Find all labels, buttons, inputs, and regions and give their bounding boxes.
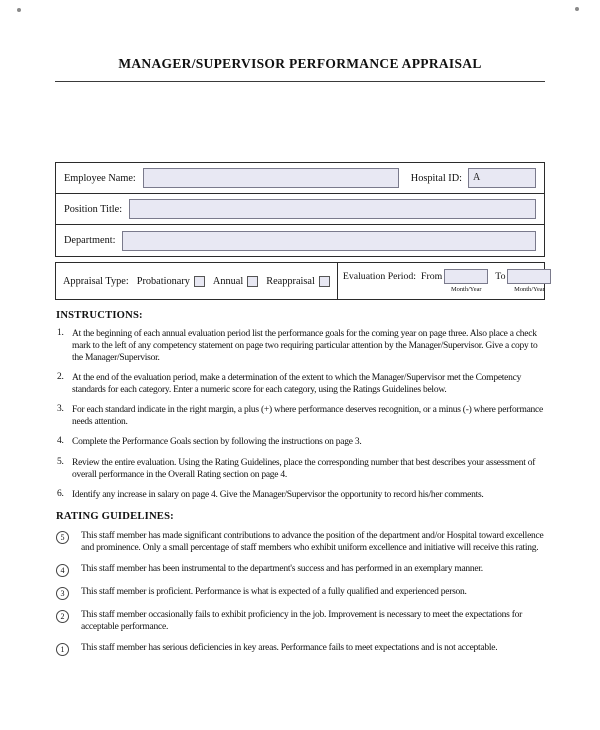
- rating-text: This staff member has made significant contributions to advance the position of the department and/or Hospital toward excellence and prominence. Only a small percentage of staff members who exhibit uniform excellence and initiative will receive this rating.: [81, 530, 544, 553]
- rating-circle: 4: [56, 564, 69, 577]
- position-title-row: [56, 194, 544, 225]
- from-month-year-input[interactable]: [444, 269, 488, 284]
- instructions-heading: INSTRUCTIONS:: [56, 310, 143, 321]
- probationary-checkbox[interactable]: [194, 276, 205, 287]
- position-title-label: Position Title:: [64, 203, 123, 215]
- instruction-number: 3.: [57, 404, 64, 415]
- employee-name-input[interactable]: [143, 168, 399, 188]
- from-label: From: [421, 271, 443, 282]
- rating-item: [56, 586, 545, 600]
- instruction-item: [57, 436, 545, 448]
- instruction-number: 6.: [57, 488, 64, 499]
- page-title: MANAGER/SUPERVISOR PERFORMANCE APPRAISAL: [118, 56, 482, 71]
- instruction-text: Complete the Performance Goals section by following the instructions on page 3.: [72, 437, 362, 448]
- instruction-number: 5.: [57, 456, 64, 467]
- corner-mark-right: [575, 7, 579, 11]
- instruction-number: 2.: [57, 372, 64, 383]
- instruction-text: Identify any increase in salary on page 4. Give the Manager/Supervisor the opportunity to record his/her comments.: [72, 489, 484, 500]
- instruction-item: [57, 328, 545, 364]
- rating-item: [56, 642, 545, 656]
- instruction-number: 1.: [57, 328, 64, 338]
- to-month-year-input[interactable]: [507, 269, 551, 284]
- instructions-list: [57, 328, 545, 501]
- employee-name-row: [56, 163, 544, 194]
- position-title-input[interactable]: [129, 199, 536, 219]
- reappraisal-label: Reappraisal: [266, 275, 315, 287]
- department-input[interactable]: [122, 231, 536, 251]
- rating-item: [56, 563, 545, 577]
- instruction-text: For each standard indicate in the right margin, a plus (+) where performance deserves recognition, or a minus (-) where performance needs attention.: [72, 405, 543, 428]
- rating-text: This staff member is proficient. Performance is what is expected of a fully qualified and experienced person.: [81, 586, 467, 597]
- annual-option: [213, 276, 258, 287]
- corner-mark-left: [17, 8, 21, 12]
- to-field-group: [507, 269, 551, 299]
- instruction-text: At the end of the evaluation period, make a determination of the extent to which the Manager/Supervisor met the Competency standards for each category. Enter a numeric score for each category, using the Ratings Guidelines below.: [72, 373, 522, 396]
- appraisal-type-cell: [56, 263, 338, 299]
- appraisal-type-label: Appraisal Type:: [63, 275, 129, 287]
- instruction-item: [57, 489, 545, 501]
- rating-item: [56, 609, 545, 633]
- rating-circle: 5: [56, 531, 69, 544]
- hospital-id-label: Hospital ID:: [410, 172, 462, 184]
- appraisal-type-table: [55, 262, 545, 300]
- instruction-text: At the beginning of each annual evaluation period list the performance goals for the coming year on page three. Also place a check mark to the left of any competency statement on page two requiring particular attention by the Manager/Supervisor. Give a copy to the Manager/Supervisor.: [72, 329, 538, 364]
- instruction-text: Review the entire evaluation. Using the Rating Guidelines, place the corresponding number that best describes your assessment of overall performance in the Overall Rating section on page 4.: [72, 457, 536, 480]
- title-divider: [55, 81, 545, 82]
- rating-circle: 1: [56, 643, 69, 656]
- reappraisal-option: [266, 276, 330, 287]
- to-month-year-label: Month/Year: [514, 286, 545, 293]
- instruction-item: [57, 404, 545, 428]
- probationary-label: Probationary: [136, 275, 190, 287]
- rating-text: This staff member occasionally fails to exhibit proficiency in the job. Improvement is necessary to meet the expectations for acceptable performance.: [81, 609, 523, 632]
- instruction-item: [57, 457, 545, 481]
- department-row: [56, 225, 544, 256]
- rating-circle: 3: [56, 587, 69, 600]
- rating-guidelines-list: [56, 530, 545, 656]
- evaluation-period-cell: [338, 263, 559, 299]
- employee-info-table: [55, 162, 545, 257]
- instruction-item: [57, 372, 545, 396]
- rating-circle: 2: [56, 610, 69, 623]
- hospital-id-input[interactable]: A: [468, 168, 536, 188]
- employee-name-label: Employee Name:: [64, 172, 136, 184]
- rating-text: This staff member has serious deficiencies in key areas. Performance fails to meet expectations and is not acceptable.: [81, 642, 498, 653]
- rating-text: This staff member has been instrumental to the department's success and has performed in an exemplary manner.: [81, 563, 483, 574]
- from-month-year-label: Month/Year: [450, 286, 482, 293]
- instruction-number: 4.: [57, 436, 64, 447]
- from-field-group: [444, 269, 488, 299]
- annual-label: Annual: [212, 275, 244, 287]
- department-label: Department:: [64, 235, 116, 246]
- to-label: To: [495, 271, 506, 282]
- reappraisal-checkbox[interactable]: [319, 276, 330, 287]
- probationary-option: [137, 276, 205, 287]
- rating-item: [56, 530, 545, 554]
- evaluation-period-label: Evaluation Period:: [342, 271, 417, 282]
- rating-guidelines-heading: RATING GUIDELINES:: [56, 510, 174, 522]
- annual-checkbox[interactable]: [247, 276, 258, 287]
